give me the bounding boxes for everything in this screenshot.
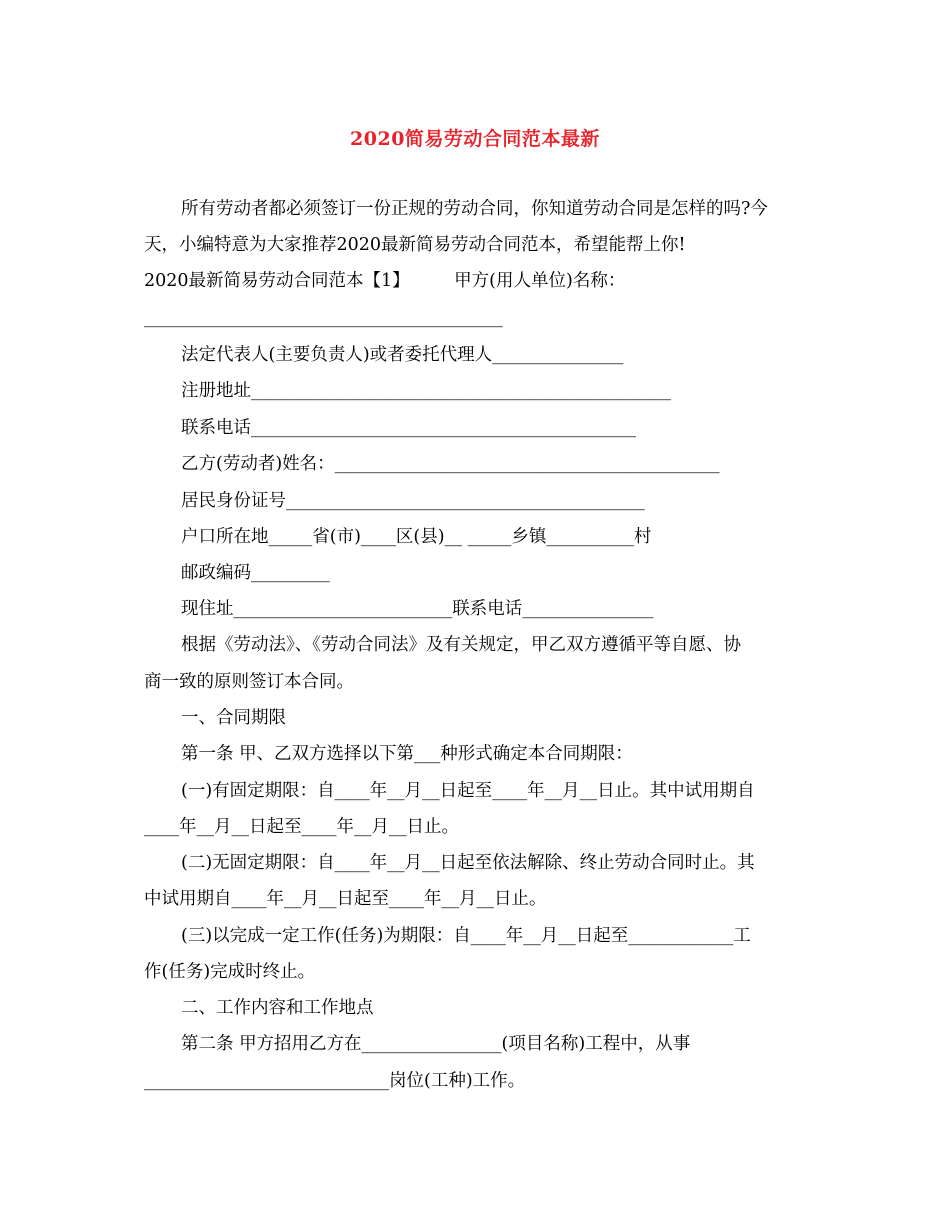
article-2-line-2: ____________________________岗位(工种)工作。 [144, 1071, 526, 1091]
task-term-line-1: (三)以完成一定工作(任务)为期限：自____年__月__日起至____________工 [181, 926, 751, 946]
section-1-heading: 一、合同期限 [181, 708, 286, 728]
article-1-line: 第一条 甲、乙双方选择以下第___种形式确定本合同期限： [181, 744, 633, 764]
intro-line-1: 所有劳动者都必须签订一份正规的劳动合同，你知道劳动合同是怎样的吗?今 [181, 199, 768, 219]
open-term-line-2: 中试用期自____年__月__日起至____年__月__日止。 [144, 889, 547, 909]
current-address-line: 现住址_________________________联系电话_______________ [181, 599, 654, 619]
open-term-line-1: (二)无固定期限：自____年__月__日起至依法解除、终止劳动合同时止。其 [181, 853, 755, 873]
contract-heading-line: 2020最新简易劳动合同范本【1】 甲方(用人单位)名称： [144, 271, 626, 291]
basis-line-1: 根据《劳动法》、《劳动合同法》及有关规定，甲乙双方遵循平等自愿、协 [181, 635, 741, 655]
legal-representative-line: 法定代表人(主要负责人)或者委托代理人_______________ [181, 345, 624, 365]
employer-phone-line: 联系电话____________________________________________ [181, 418, 636, 438]
document-title: 2020简易劳动合同范本最新 [350, 128, 600, 150]
intro-line-2: 天，小编特意为大家推荐2020最新简易劳动合同范本，希望能帮上你! [144, 235, 686, 255]
fixed-term-line-2: ____年__月__日起至____年__月__日止。 [144, 817, 459, 837]
task-term-line-2: 作(任务)完成时终止。 [144, 962, 316, 982]
employee-name-line: 乙方(劳动者)姓名：____________________________________________ [181, 454, 720, 474]
postal-code-line: 邮政编码_________ [181, 563, 330, 583]
fixed-term-line-1: (一)有固定期限：自____年__月__日起至____年__月__日止。其中试用期自 [181, 781, 755, 801]
employer-name-blank: _________________________________________ [144, 308, 503, 328]
section-2-heading: 二、工作内容和工作地点 [181, 998, 374, 1018]
article-2-line-1: 第二条 甲方招用乙方在________________(项目名称)工程中，从事 [181, 1034, 691, 1054]
id-number-line: 居民身份证号_________________________________________ [181, 491, 645, 511]
registered-address-line: 注册地址________________________________________________ [181, 381, 671, 401]
hukou-location-line: 户口所在地_____省(市)____区(县)__ _____乡镇__________村 [181, 527, 652, 547]
basis-line-2: 商一致的原则签订本合同。 [144, 672, 354, 692]
